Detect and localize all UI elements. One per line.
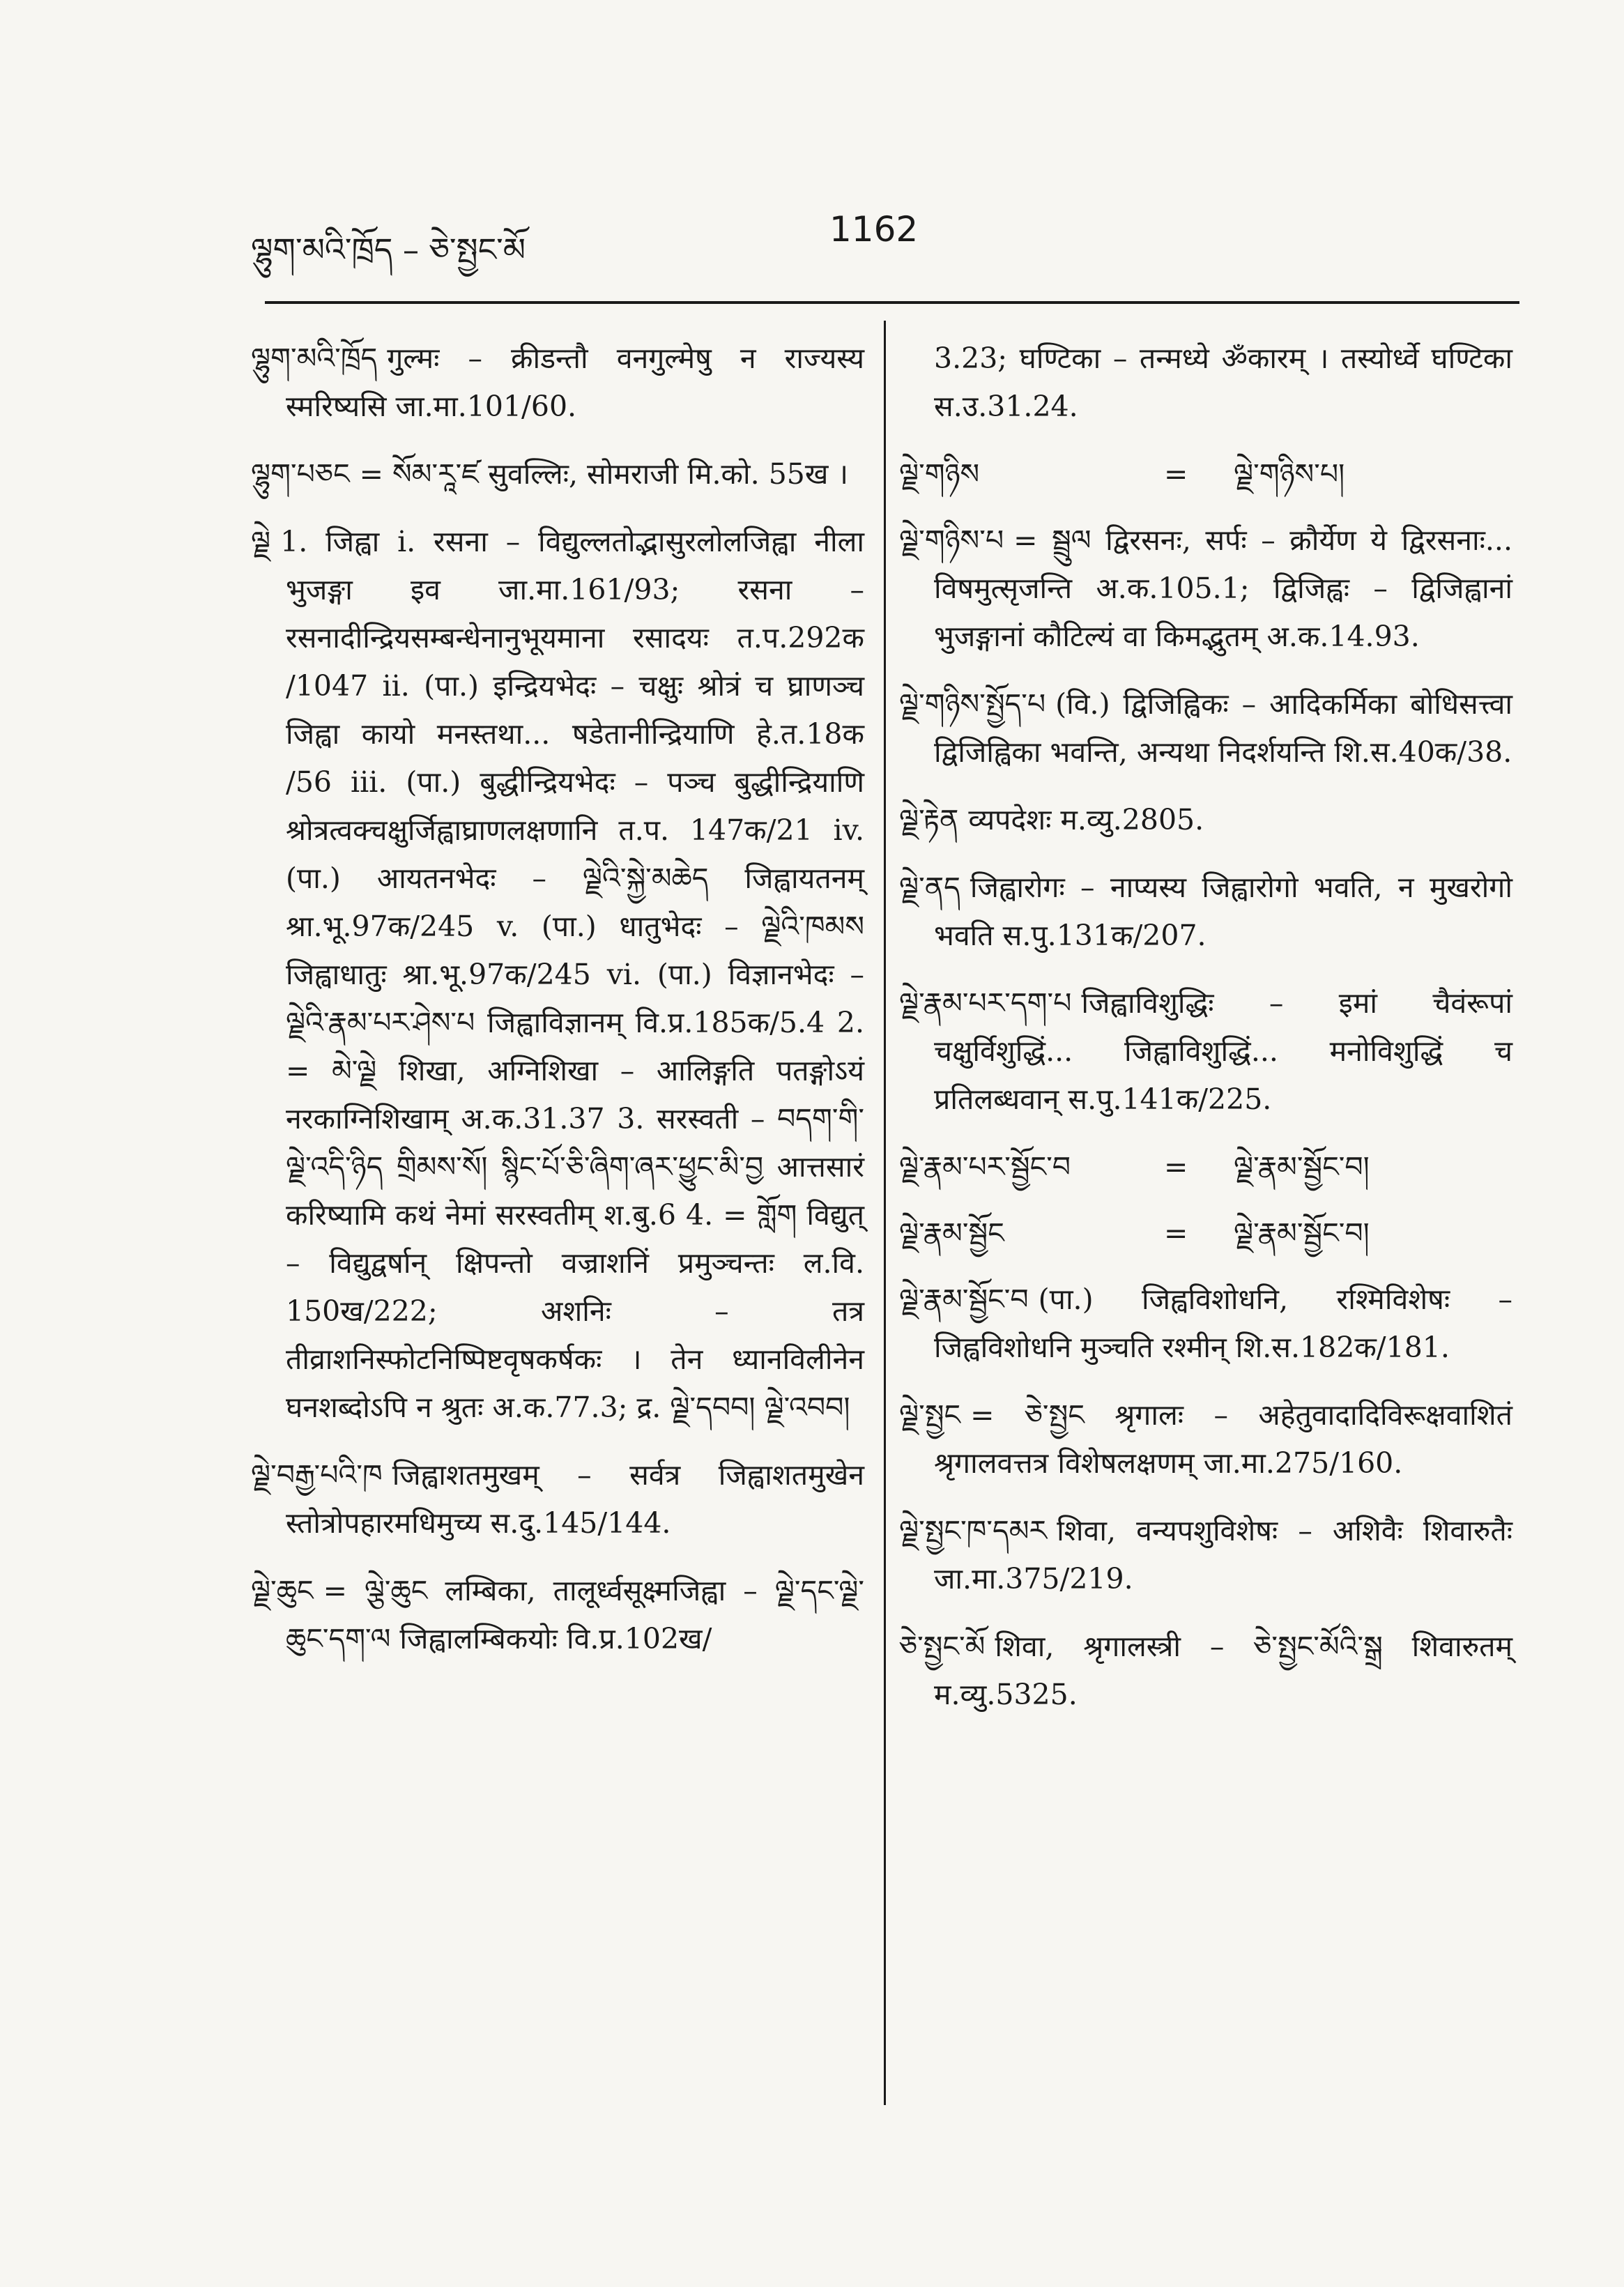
dictionary-entry — [251, 518, 864, 1432]
headword: ལྷུག་པཅང — [251, 457, 350, 491]
cross-reference-entry — [899, 1143, 1512, 1191]
dictionary-entry — [899, 864, 1512, 960]
entry-text: जिह्वाशतमुखम् – सर्वत्र जिह्वाशतमुखेन स्तोत्रोपहारमधिमुच्य स.दु.145/144. — [286, 1458, 864, 1540]
page-number: 1162 — [829, 209, 919, 250]
page-header — [251, 209, 1506, 272]
entry-text: गुल्मः – क्रीडन्तौ वनगुल्मेषु न राज्यस्य स्मरिष्यसि जा.मा.101/60. — [286, 342, 864, 423]
equals-sign: = — [1164, 1150, 1188, 1184]
cross-reference-entry — [899, 450, 1512, 498]
entry-continuation — [899, 335, 1512, 431]
headword: ལྗེ་སྤྱང་ཁ་དམར — [899, 1514, 1048, 1547]
headword: ལྗེ་བརྒྱ་པའི་ཁ — [251, 1458, 383, 1492]
equals-sign: = — [1164, 1216, 1188, 1250]
cross-reference-target: ལྗེ་གཉིས་པ། — [1234, 457, 1345, 491]
entry-text: शिवा, श्रृगालस्त्री – ཅེ་སྤྱང་མོའི་སྒྲ शिवारुतम् म.व्यु.5325. — [934, 1630, 1512, 1711]
cross-reference-target: ལྗེ་རྣམ་སྦྱོང་བ། — [1234, 1216, 1370, 1250]
dictionary-entry — [251, 450, 864, 498]
cross-reference-target: ལྗེ་རྣམ་སྦྱོང་བ། — [1234, 1150, 1370, 1184]
dictionary-entry — [899, 1391, 1512, 1487]
entry-text: (पा.) जिह्वविशोधनि, रश्मिविशेषः – जिह्वविशोधनि मुञ्चति रश्मीन् शि.स.182क/181. — [934, 1283, 1512, 1364]
entry-text: = ལྕེ་ཆུང लम्बिका, तालूर्ध्वसूक्ष्मजिह्वा – ལྗེ་དང་ལྗེ་ཆུང་དག་ལ जिह्वालम्बिकयोः वि.प्र.102ख/ — [286, 1574, 864, 1655]
headword: ཅེ་སྤྱང་མོ — [899, 1630, 986, 1663]
entry-text: शिवा, वन्यपशुविशेषः – अशिवैः शिवारुतैः जा.मा.375/219. — [934, 1514, 1512, 1596]
headword: ལྗེ་རྣམ་པར་སྦྱོང་བ — [899, 1150, 1071, 1184]
headword: ལྗེ་རྣམ་སྦྱོང — [899, 1216, 1004, 1250]
entry-text: व्यपदेशः म.व्यु.2805. — [968, 803, 1204, 836]
equals-sign: = — [1164, 457, 1188, 491]
entry-text: = སྦྲུལ द्विरसनः, सर्पः – क्रौर्येण ये द्विरसनाः... विषमुत्सृजन्ति अ.क.105.1; द्विजिह्वः – द्विजिह्वानां भुजङ्गानां कौटिल्यं वा किमद्भुतम् अ.क.14.93. — [934, 523, 1512, 653]
cross-reference-entry — [899, 1209, 1512, 1257]
headword: ལྗེ་རྟེན — [899, 803, 959, 836]
dictionary-entry — [899, 1507, 1512, 1603]
dictionary-entry — [899, 1276, 1512, 1372]
dictionary-entry — [899, 979, 1512, 1124]
dictionary-entry — [899, 796, 1512, 844]
entry-text: जिह्वाविशुद्धिः – इमां चैवंरूपां चक्षुर्विशुद्धिं... जिह्वाविशुद्धिं... मनोविशुद्धिं च प्रतिलब्धवान् स.पु.141क/225. — [934, 986, 1512, 1116]
left-column — [251, 335, 864, 1683]
dictionary-entry — [251, 1451, 864, 1547]
entry-text: जिह्वारोगः – नाप्यस्य जिह्वारोगो भवति, न मुखरोगो भवति स.पु.131क/207. — [934, 871, 1512, 952]
entry-text: (वि.) द्विजिह्विकः – आदिकर्मिका बोधिसत्त्वा द्विजिह्विका भवन्ति, अन्यथा निदर्शयन्ति शि.स.40क/38. — [934, 687, 1512, 769]
right-column — [899, 335, 1512, 1738]
running-head: ལྷུག་མའི་ཁྲོད – ཅེ་སྤྱང་མོ — [251, 231, 526, 268]
headword: ལྗེ་རྣམ་པར་དག་པ — [899, 986, 1072, 1020]
dictionary-entry — [899, 680, 1512, 777]
dictionary-entry — [899, 1623, 1512, 1719]
entry-text: 1. जिह्वा i. रसना – विद्युल्लतोद्भासुरलोलजिह्वा नीला भुजङ्गा इव जा.मा.161/93; रसना – रसनादीन्द्रियसम्बन्धेनानुभूयमाना रसादयः त.प.292क /1047 ii. (पा.) इन्द्रियभेदः – चक्षुः श्रोत्रं च घ्राणञ्च जिह्वा कायो मनस्तथा... षडेतानीन्द्रियाणि हे.त.18क /56 iii. (पा.) बुद्धीन्द्रियभेदः – पञ्च बुद्धीन्द्रियाणि श्रोत्रत्वक्चक्षुर्जिह्वाघ्राणलक्षणानि त.प. 147क/21 iv. (पा.) आयतनभेदः – ལྗེའི་སྐྱེ་མཆེད जिह्वायतनम् श्रा.भू.97क/245 v. (पा.) धातुभेदः – ལྗེའི་ཁམས जिह्वाधातुः श्रा.भू.97क/245 vi. (पा.) विज्ञानभेदः – ལྗེའི་རྣམ་པར་ཤེས་པ जिह्वाविज्ञानम् वि.प्र.185क/5.4 2. = མེ་ལྗེ शिखा, अग्निशिखा – आलिङ्गति पतङ्गोऽयं नरकाग्निशिखाम् अ.क.31.37 3. सरस्वती – བདག་གི་ལྗེ་འདི་ཉིད གྲིམས་སོ། སྙིང་པོ་ཅི་ཞིག་ཞར་ཕྱུང་མི་བྱ आत्तसारं करिष्यामि कथं नेमां सरस्वतीम् श.बु.6 4. = གློག विद्युत् – विद्युद्वर्षान् क्षिपन्तो वज्राशनिं प्रमुञ्चन्तः ल.वि. 150ख/222; अशनिः – तत्र तीव्राशनिस्फोटनिष्पिष्टवृषकर्षकः । तेन ध्यानविलीनेन घनशब्दोऽपि न श्रुतः अ.क.77.3; द्र. ལྗེ་དབབ། ལྗེ་འབབ། — [280, 525, 864, 1424]
headword: ལྗེ་གཉིས་སྤྱོད་པ — [899, 687, 1046, 721]
headword: ལྗེ་རྣམ་སྦྱོང་བ — [899, 1283, 1029, 1316]
headword: ལྗེ་གཉིས་པ — [899, 523, 1004, 557]
headword: ལྗེ་སྤྱང — [899, 1398, 961, 1432]
header-rule — [265, 301, 1519, 304]
headword: ལྷུག་མའི་ཁྲོད — [251, 342, 378, 375]
dictionary-entry — [251, 1567, 864, 1663]
headword: ལྗེ — [251, 525, 271, 558]
headword: ལྗེ་ཆུང — [251, 1574, 314, 1607]
dictionary-entry — [251, 335, 864, 431]
headword: ལྗེ་ནད — [899, 871, 960, 904]
headword: ལྗེ་གཉིས — [899, 457, 980, 491]
entry-text: = ཅེ་སྤྱང श्रृगालः – अहेतुवादादिविरूक्षवाशितं श्रृगालवत्तत्र विशेषलक्षणम् जा.मा.275/160. — [934, 1398, 1512, 1480]
dictionary-entry — [899, 517, 1512, 661]
entry-text: = སོམ་རཱ་ཛ सुवल्लिः, सोमराजी मि.को. 55ख । — [359, 457, 848, 491]
entry-text: 3.23; घण्टिका – तन्मध्ये ॐकारम् । तस्योर्ध्वे घण्टिका स.उ.31.24. — [934, 342, 1512, 423]
column-divider — [884, 321, 886, 2105]
